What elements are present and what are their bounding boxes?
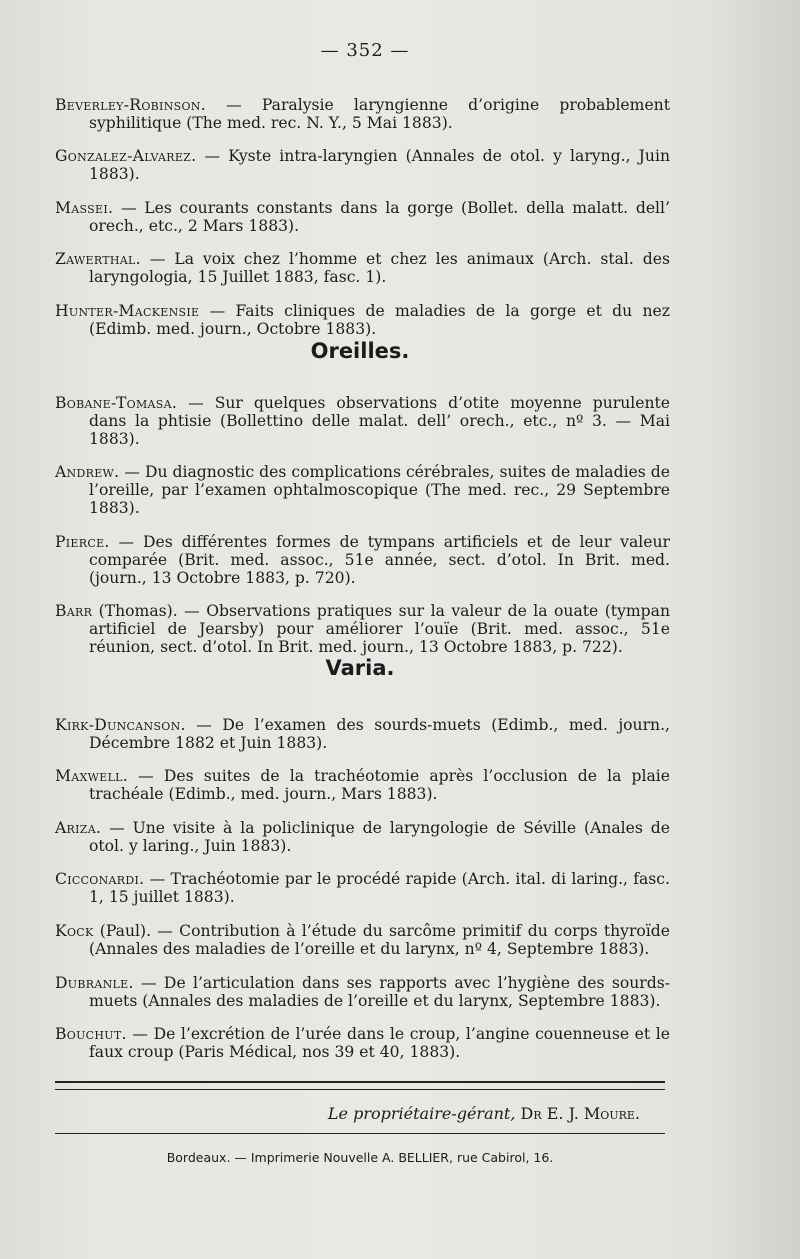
reference-text: — Faits cliniques de maladies de la gorge et du nez (Edimb. med. journ., Octobre 1883). [89, 301, 670, 338]
reference-entry [55, 1025, 670, 1061]
reference-entry [55, 870, 670, 906]
reference-entry [55, 147, 670, 183]
reference-author: Gonzalez-Alvarez. [55, 147, 197, 166]
reference-author: Beverley-Robinson. [55, 95, 206, 114]
double-rule-top [55, 1081, 665, 1083]
reference-entry [55, 199, 670, 235]
reference-author: Maxwell. [55, 767, 129, 786]
double-rule-bottom [55, 1089, 665, 1090]
reference-text: — Des différentes formes de tympans artificiels et de leur valeur comparée (Brit. med. assoc., 51e année, sect. d’otol. In Brit. med. (journ., 13 Octobre 1883, p. 720). [89, 532, 670, 587]
reference-text: — Une visite à la policlinique de laryngologie de Séville (Anales de otol. y laring., Juin 1883). [89, 818, 670, 855]
reference-text: — Paralysie laryngienne d’origine probablement syphilitique (The med. rec. N. Y., 5 Mai 1883). [89, 95, 670, 132]
reference-author: Pierce. [55, 532, 110, 551]
signature-name: Dr E. J. Moure. [520, 1104, 640, 1123]
signature-role: Le propriétaire-gérant, [327, 1104, 516, 1123]
printer-imprint: Bordeaux. — Imprimerie Nouvelle A. BELLIER, rue Cabirol, 16. [166, 1150, 554, 1165]
reference-author: Dubranle. [55, 973, 134, 992]
section-heading-oreilles: Oreilles. [310, 339, 410, 363]
reference-entry [55, 974, 670, 1010]
reference-author: Bobane-Tomasa. [55, 393, 178, 412]
reference-text: — De l’articulation dans ses rapports avec l’hygiène des sourds-muets (Annales des maladies de l’oreille et du larynx, Septembre 1883). [89, 973, 670, 1010]
section-heading-varia: Varia. [325, 656, 395, 680]
reference-entry [55, 819, 670, 855]
reference-author: Hunter-Mackensie [55, 301, 200, 320]
reference-text: — De l’excrétion de l’urée dans le croup, l’angine couenneuse et le faux croup (Paris Médical, nos 39 et 40, 1883). [89, 1025, 670, 1062]
reference-text: — De l’examen des sourds-muets (Edimb., med. journ., Décembre 1882 et Juin 1883). [89, 715, 670, 752]
reference-text: — Les courants constants dans la gorge (Bollet. della malatt. dell’ orech., etc., 2 Mars 1883). [89, 198, 670, 235]
footer-rule [55, 1133, 665, 1134]
reference-entry [55, 96, 670, 132]
reference-author: Andrew. [55, 463, 120, 482]
reference-entry [55, 302, 670, 338]
reference-author: Kock [55, 921, 94, 940]
reference-text: — Du diagnostic des complications cérébrales, suites de maladies de l’oreille, par l’examen ophtalmoscopique (The med. rec., 29 Septembre 1883). [89, 463, 670, 518]
references-list-larynx [55, 80, 670, 351]
reference-entry [55, 767, 670, 803]
reference-entry [55, 922, 670, 958]
reference-entry [55, 716, 670, 752]
reference-text: — Des suites de la trachéotomie après l’occlusion de la plaie trachéale (Edimb., med. journ., Mars 1883). [89, 767, 670, 804]
reference-text: — Sur quelques observations d’otite moyenne purulente dans la phtisie (Bollettino delle malat. dell’ orech., etc., nº 3. — Mai 1883). [89, 393, 670, 448]
reference-author: Massei. [55, 198, 114, 217]
reference-author: Cicconardi. [55, 870, 145, 889]
reference-text: (Thomas). — Observations pratiques sur la valeur de la ouate (tympan artificiel de Jearsby) pour améliorer l’ouïe (Brit. med. assoc., 51e réunion, sect. d’otol. In Brit. med. journ., 13 Octobre 1883, p. 722). [89, 602, 670, 657]
reference-entry [55, 533, 670, 587]
reference-entry [55, 250, 670, 286]
reference-entry [55, 602, 670, 656]
reference-author: Kirk-Duncanson. [55, 715, 186, 734]
signature [328, 1104, 640, 1123]
reference-author: Ariza. [55, 818, 102, 837]
reference-author: Zawerthal. [55, 250, 141, 269]
page-number: — 352 — [320, 40, 410, 61]
references-list-oreilles [55, 378, 670, 669]
reference-text: — Trachéotomie par le procédé rapide (Arch. ital. di laring., fasc. 1, 15 juillet 1883). [89, 870, 670, 907]
reference-text: — Kyste intra-laryngien (Annales de otol. y laryng., Juin 1883). [89, 147, 670, 184]
reference-author: Barr [55, 602, 93, 621]
reference-text: (Paul). — Contribution à l’étude du sarcôme primitif du corps thyroïde (Annales des maladies de l’oreille et du larynx, nº 4, Septembre 1883). [89, 921, 670, 958]
reference-text: — La voix chez l’homme et chez les animaux (Arch. stal. des laryngologia, 15 Juillet 1883, fasc. 1). [89, 250, 670, 287]
reference-entry [55, 463, 670, 517]
references-list-varia [55, 700, 670, 1074]
reference-author: Bouchut. [55, 1025, 127, 1044]
reference-entry [55, 394, 670, 448]
